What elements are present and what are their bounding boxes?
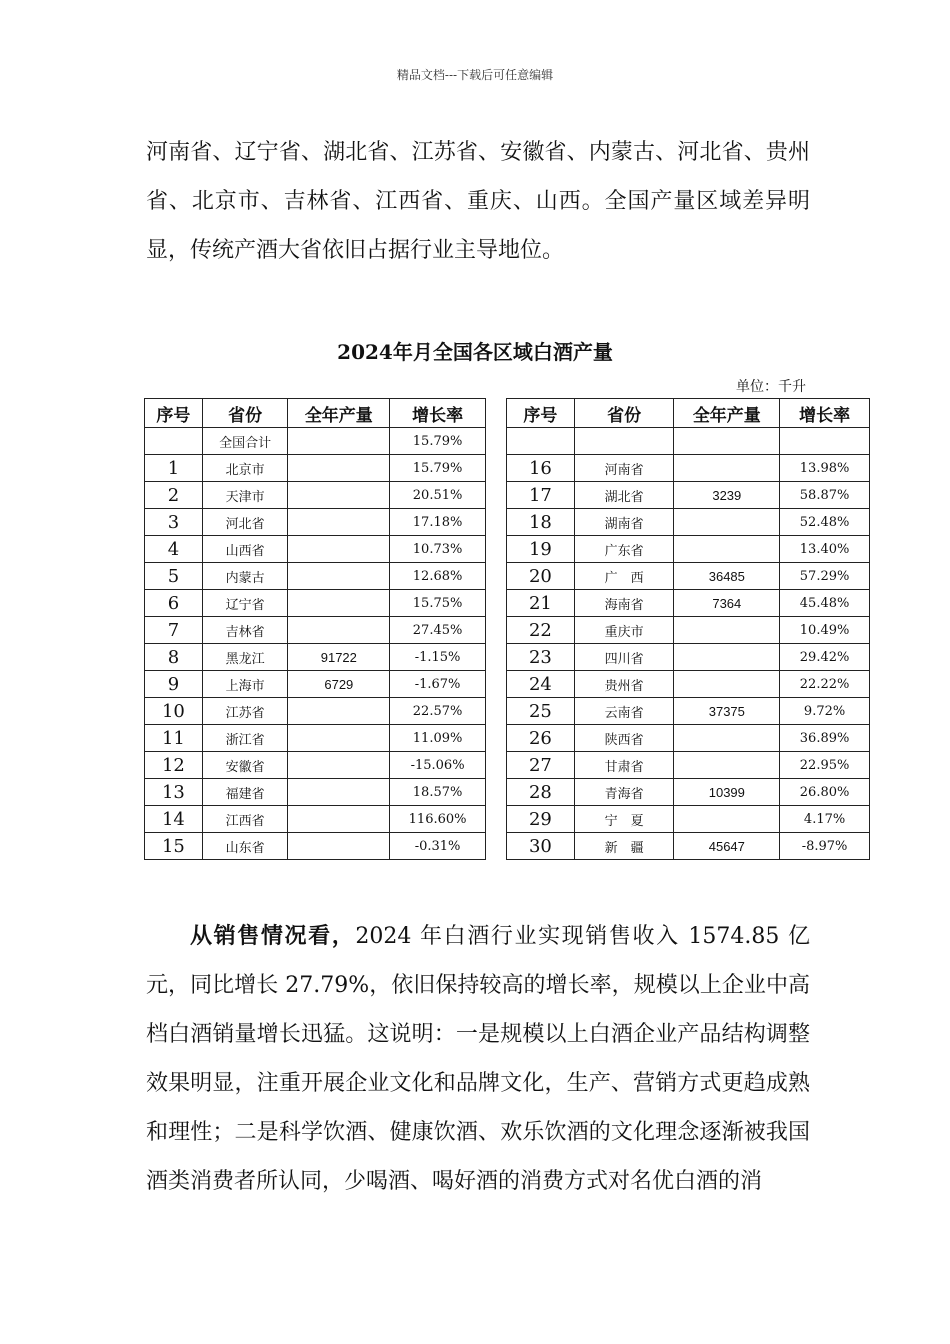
- row-rate: 57.29%: [780, 563, 870, 590]
- row-province: 山西省: [202, 536, 288, 563]
- row-no: 21: [507, 590, 575, 617]
- row-rate: 20.51%: [390, 482, 486, 509]
- row-province: 上海市: [202, 671, 288, 698]
- row-no: 28: [507, 779, 575, 806]
- row-rate: 45.48%: [780, 590, 870, 617]
- row-province: 甘肃省: [574, 752, 674, 779]
- row-province: 吉林省: [202, 617, 288, 644]
- row-rate: 12.68%: [390, 563, 486, 590]
- row-production: [674, 671, 780, 698]
- paragraph-2-lead: 从销售情况看，: [190, 923, 356, 949]
- blank-cell: [574, 428, 674, 455]
- header-province: 省份: [202, 399, 288, 428]
- row-production: 7364: [674, 590, 780, 617]
- row-province: 福建省: [202, 779, 288, 806]
- row-no: 2: [145, 482, 203, 509]
- row-production: 45647: [674, 833, 780, 860]
- table-row: [507, 617, 870, 644]
- row-province: 天津市: [202, 482, 288, 509]
- row-no: 20: [507, 563, 575, 590]
- page-header: 精品文档---下载后可任意编辑: [396, 68, 554, 82]
- row-rate: 11.09%: [390, 725, 486, 752]
- row-production: [288, 617, 390, 644]
- row-no: 12: [145, 752, 203, 779]
- table-row: [145, 590, 486, 617]
- table-row: [507, 536, 870, 563]
- table-header-row: [145, 399, 486, 428]
- row-no: 8: [145, 644, 203, 671]
- table-row: [507, 671, 870, 698]
- row-production: [288, 698, 390, 725]
- row-rate: -15.06%: [390, 752, 486, 779]
- row-province: 山东省: [202, 833, 288, 860]
- row-production: [288, 779, 390, 806]
- row-production: [288, 590, 390, 617]
- row-rate: 26.80%: [780, 779, 870, 806]
- row-production: 6729: [288, 671, 390, 698]
- total-no: [145, 428, 203, 455]
- row-no: 17: [507, 482, 575, 509]
- row-rate: 9.72%: [780, 698, 870, 725]
- row-production: [674, 806, 780, 833]
- row-production: [674, 509, 780, 536]
- blank-row: [507, 428, 870, 455]
- row-no: 23: [507, 644, 575, 671]
- row-province: 河南省: [574, 455, 674, 482]
- table-row: [507, 482, 870, 509]
- row-rate: -1.15%: [390, 644, 486, 671]
- row-no: 18: [507, 509, 575, 536]
- row-no: 11: [145, 725, 203, 752]
- row-production: [288, 482, 390, 509]
- row-province: 海南省: [574, 590, 674, 617]
- table-row: [507, 779, 870, 806]
- row-no: 10: [145, 698, 203, 725]
- row-province: 青海省: [574, 779, 674, 806]
- row-province: 江西省: [202, 806, 288, 833]
- table-row: [145, 725, 486, 752]
- row-province: 湖北省: [574, 482, 674, 509]
- row-no: 14: [145, 806, 203, 833]
- header-production: 全年产量: [288, 399, 390, 428]
- table-row: [145, 806, 486, 833]
- table-row: [507, 725, 870, 752]
- paragraph-1: 河南省、辽宁省、湖北省、江苏省、安徽省、内蒙古、河北省、贵州省、北京市、吉林省、江西省、重庆、山西。全国产量区域差异明显，传统产酒大省依旧占据行业主导地位。: [146, 140, 810, 263]
- total-province: 全国合计: [202, 428, 288, 455]
- row-production: [674, 455, 780, 482]
- row-no: 30: [507, 833, 575, 860]
- row-production: [674, 536, 780, 563]
- table-row: [145, 698, 486, 725]
- table-row: [507, 752, 870, 779]
- row-rate: 22.57%: [390, 698, 486, 725]
- row-province: 重庆市: [574, 617, 674, 644]
- blank-cell: [780, 428, 870, 455]
- row-rate: 18.57%: [390, 779, 486, 806]
- row-rate: 22.22%: [780, 671, 870, 698]
- row-province: 广东省: [574, 536, 674, 563]
- row-no: 29: [507, 806, 575, 833]
- header-no: 序号: [507, 399, 575, 428]
- row-rate: -0.31%: [390, 833, 486, 860]
- table-row: [507, 563, 870, 590]
- row-rate: 13.98%: [780, 455, 870, 482]
- row-production: [674, 725, 780, 752]
- row-production: [288, 752, 390, 779]
- row-rate: 13.40%: [780, 536, 870, 563]
- row-rate: 116.60%: [390, 806, 486, 833]
- row-production: [288, 725, 390, 752]
- row-production: 91722: [288, 644, 390, 671]
- row-rate: 52.48%: [780, 509, 870, 536]
- header-province: 省份: [574, 399, 674, 428]
- table-row: [507, 590, 870, 617]
- row-production: [288, 833, 390, 860]
- row-production: [288, 455, 390, 482]
- total-row: [145, 428, 486, 455]
- blank-cell: [674, 428, 780, 455]
- row-no: 19: [507, 536, 575, 563]
- row-production: [674, 617, 780, 644]
- table-row: [145, 482, 486, 509]
- row-province: 新 疆: [574, 833, 674, 860]
- row-province: 四川省: [574, 644, 674, 671]
- table-title: 2024年月全国各区域白酒产量: [337, 340, 613, 364]
- row-province: 北京市: [202, 455, 288, 482]
- row-production: [288, 509, 390, 536]
- row-rate: 17.18%: [390, 509, 486, 536]
- row-rate: 27.45%: [390, 617, 486, 644]
- row-no: 27: [507, 752, 575, 779]
- row-province: 湖南省: [574, 509, 674, 536]
- row-no: 13: [145, 779, 203, 806]
- row-no: 26: [507, 725, 575, 752]
- row-no: 25: [507, 698, 575, 725]
- row-rate: 4.17%: [780, 806, 870, 833]
- row-no: 4: [145, 536, 203, 563]
- table-row: [507, 833, 870, 860]
- row-rate: -1.67%: [390, 671, 486, 698]
- right-table-body: [507, 428, 870, 860]
- row-no: 7: [145, 617, 203, 644]
- table-row: [145, 563, 486, 590]
- table-row: [507, 455, 870, 482]
- row-rate: -8.97%: [780, 833, 870, 860]
- row-province: 安徽省: [202, 752, 288, 779]
- left-table-body: [145, 428, 486, 860]
- row-rate: 22.95%: [780, 752, 870, 779]
- blank-cell: [507, 428, 575, 455]
- row-no: 16: [507, 455, 575, 482]
- row-rate: 15.79%: [390, 455, 486, 482]
- table-row: [145, 644, 486, 671]
- region-table-right: [506, 398, 870, 860]
- row-production: 37375: [674, 698, 780, 725]
- row-no: 3: [145, 509, 203, 536]
- row-province: 浙江省: [202, 725, 288, 752]
- table-row: [145, 671, 486, 698]
- row-production: 3239: [674, 482, 780, 509]
- total-rate: 15.79%: [390, 428, 486, 455]
- table-row: [507, 509, 870, 536]
- table-unit: 单位：千升: [736, 379, 806, 395]
- row-province: 贵州省: [574, 671, 674, 698]
- row-no: 22: [507, 617, 575, 644]
- table-row: [145, 779, 486, 806]
- row-production: 36485: [674, 563, 780, 590]
- table-row: [145, 833, 486, 860]
- table-header-row: [507, 399, 870, 428]
- row-production: [288, 536, 390, 563]
- row-no: 24: [507, 671, 575, 698]
- row-rate: 36.89%: [780, 725, 870, 752]
- paragraph-2-text: 2024 年白酒行业实现销售收入 1574.85 亿元，同比增长 27.79%，依旧保持较高的增长率，规模以上企业中高档白酒销量增长迅猛。这说明：一是规模以上白酒企业产品结构调整效果明显，注重开展企业文化和品牌文化，生产、营销方式更趋成熟和理性；二是科学饮酒、健康饮酒、欢乐饮酒的文化理念逐渐被我国酒类消费者所认同，少喝酒、喝好酒的消费方式对名优白酒的消: [146, 924, 810, 1194]
- row-province: 宁 夏: [574, 806, 674, 833]
- row-production: [674, 752, 780, 779]
- row-production: 10399: [674, 779, 780, 806]
- row-province: 江苏省: [202, 698, 288, 725]
- row-province: 内蒙古: [202, 563, 288, 590]
- row-no: 6: [145, 590, 203, 617]
- row-no: 15: [145, 833, 203, 860]
- row-rate: 15.75%: [390, 590, 486, 617]
- row-no: 1: [145, 455, 203, 482]
- table-row: [507, 698, 870, 725]
- row-province: 云南省: [574, 698, 674, 725]
- row-province: 广 西: [574, 563, 674, 590]
- header-rate: 增长率: [390, 399, 486, 428]
- table-row: [145, 536, 486, 563]
- region-table-left: [144, 398, 486, 860]
- row-province: 辽宁省: [202, 590, 288, 617]
- total-production: [288, 428, 390, 455]
- row-province: 黑龙江: [202, 644, 288, 671]
- row-production: [288, 563, 390, 590]
- row-province: 河北省: [202, 509, 288, 536]
- row-rate: 29.42%: [780, 644, 870, 671]
- table-row: [145, 509, 486, 536]
- table-row: [507, 806, 870, 833]
- row-no: 5: [145, 563, 203, 590]
- row-production: [288, 806, 390, 833]
- row-rate: 10.73%: [390, 536, 486, 563]
- header-production: 全年产量: [674, 399, 780, 428]
- row-no: 9: [145, 671, 203, 698]
- table-row: [145, 617, 486, 644]
- header-no: 序号: [145, 399, 203, 428]
- row-rate: 10.49%: [780, 617, 870, 644]
- table-row: [145, 455, 486, 482]
- header-rate: 增长率: [780, 399, 870, 428]
- paragraph-2: [146, 912, 810, 1206]
- row-rate: 58.87%: [780, 482, 870, 509]
- table-row: [507, 644, 870, 671]
- table-row: [145, 752, 486, 779]
- row-production: [674, 644, 780, 671]
- row-province: 陕西省: [574, 725, 674, 752]
